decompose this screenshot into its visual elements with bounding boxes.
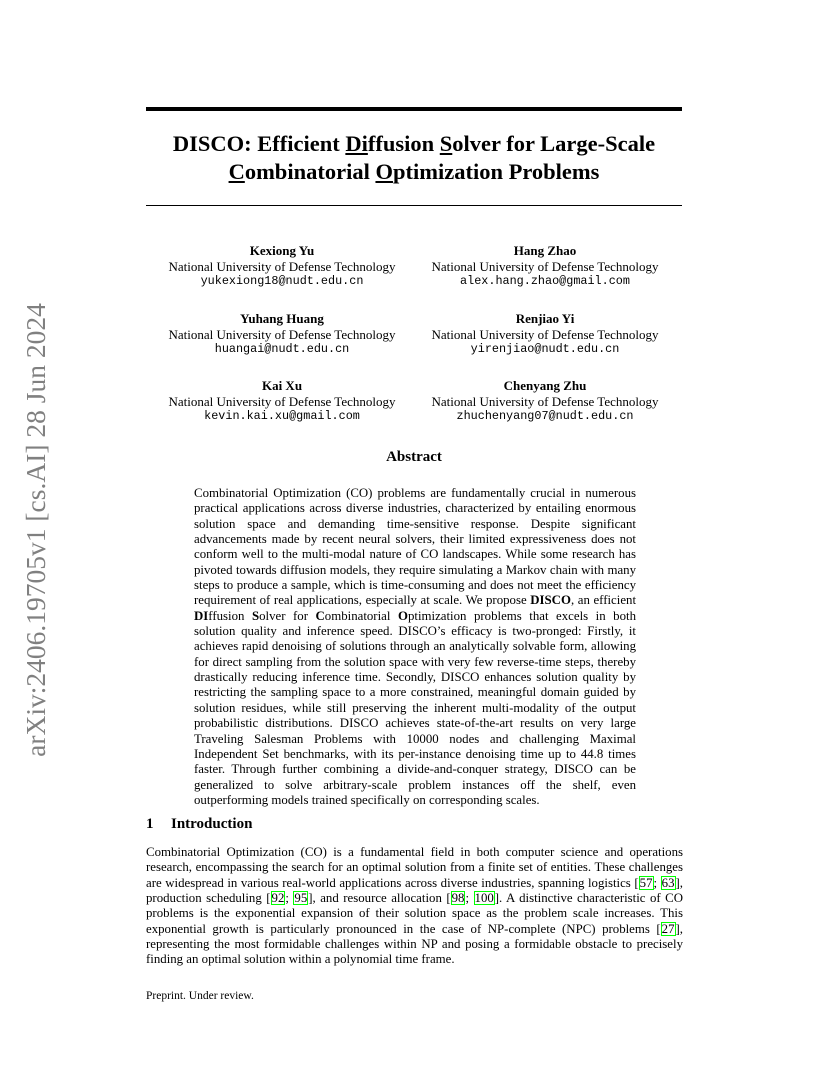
author-affiliation: National University of Defense Technology — [168, 326, 396, 342]
author-affiliation: National University of Defense Technology — [168, 258, 396, 274]
author-block — [419, 311, 671, 358]
author-name: Renjiao Yi — [515, 311, 575, 326]
author-name: Kai Xu — [261, 378, 303, 393]
title-rule-bottom — [146, 205, 682, 206]
title-rule-top — [146, 107, 682, 111]
author-email[interactable]: yirenjiao@nudt.edu.cn — [470, 342, 620, 356]
author-block — [156, 311, 408, 358]
citation-link[interactable]: 63 — [661, 875, 675, 890]
citation-link[interactable]: 92 — [271, 891, 285, 906]
citation-link[interactable]: 100 — [474, 891, 494, 906]
author-block — [156, 243, 408, 290]
author-email[interactable]: kevin.kai.xu@gmail.com — [204, 409, 360, 423]
arxiv-id: arXiv:2406.19705v1 [cs.AI] 28 Jun 2024 — [20, 303, 51, 757]
author-affiliation: National University of Defense Technology — [431, 258, 659, 274]
intro-paragraph: Combinatorial Optimization (CO) is a fundamental field in both computer science and operations research, encompassing the search for an optimal solution from a finite set of entities. These challenges are widespread in various real-world applications across diverse industries, spanning logistics [57; 63], production scheduling [92; 95], and resource allocation [98; 100]. A distinctive characteristic of CO problems is the exponential expansion of their solution space as the problem scale increases. This exponential growth is particularly pronounced in the case of NP-complete (NPC) problems [27], representing the most formidable challenges within NP and posing a formidable obstacle to precisely finding an optimal solution within a polynomial time frame. — [146, 845, 684, 967]
paper-title — [146, 130, 682, 186]
citation-link[interactable]: 95 — [294, 891, 308, 906]
footer-note: Preprint. Under review. — [146, 990, 254, 1002]
author-name: Chenyang Zhu — [503, 378, 587, 393]
author-affiliation: National University of Defense Technology — [431, 393, 659, 409]
section-heading — [146, 816, 252, 833]
author-email[interactable]: huangai@nudt.edu.cn — [214, 342, 350, 356]
title-line-1: DISCO: Efficient Diffusion Solver for Large-Scale — [172, 131, 656, 156]
author-block — [419, 243, 671, 290]
citation-link[interactable]: 98 — [451, 891, 465, 906]
citation-link[interactable]: 57 — [639, 875, 653, 890]
section-number: 1 — [146, 816, 154, 832]
author-affiliation: National University of Defense Technology — [431, 326, 659, 342]
citation-link[interactable]: 27 — [661, 921, 675, 936]
author-name: Yuhang Huang — [240, 311, 324, 326]
section-title: Introduction — [171, 816, 253, 832]
author-name: Kexiong Yu — [249, 243, 315, 258]
abstract-heading: Abstract — [386, 449, 442, 465]
arxiv-stamp — [0, 0, 60, 1072]
author-block — [156, 378, 408, 425]
title-line-2: Combinatorial Optimization Problems — [228, 159, 600, 184]
author-email[interactable]: yukexiong18@nudt.edu.cn — [200, 274, 364, 288]
author-name: Hang Zhao — [513, 243, 577, 258]
abstract-body: Combinatorial Optimization (CO) problems are fundamentally crucial in numerous practical applications across diverse industries, characterized by entailing enormous solution space and demanding time-sensitive response. Despite significant advancements made by recent neural solvers, their limited expressiveness does not conform well to the multi-modal nature of CO landscapes. While some research has pivoted towards diffusion models, they require simulating a Markov chain with many steps to produce a sample, which is time-consuming and does not meet the efficiency requirement of real applications, especially at scale. We propose DISCO, an efficient DIffusion Solver for Combinatorial Optimization problems that excels in both solution quality and inference speed. DISCO’s efficacy is two-pronged: Firstly, it achieves rapid denoising of solutions through an analytically solvable form, allowing for direct sampling from the solution space with very few reverse-time steps, thereby drastically reducing inference time. Secondly, DISCO enhances solution quality by restricting the sampling space to a more constrained, meaningful domain guided by solution residues, while still preserving the inherent multi-modality of the output probabilistic distributions. DISCO achieves state-of-the-art results on very large Traveling Salesman Problems with 10000 nodes and challenging Maximal Independent Set benchmarks, with its per-instance denoising time up to 44.8 times faster. Through further combining a divide-and-conquer strategy, DISCO can be generalized to solve arbitrary-scale problem instances off the shelf, even outperforming models trained specifically on corresponding scales. — [194, 486, 637, 807]
author-email[interactable]: alex.hang.zhao@gmail.com — [460, 274, 630, 288]
author-email[interactable]: zhuchenyang07@nudt.edu.cn — [456, 409, 634, 423]
author-block — [419, 378, 671, 425]
author-affiliation: National University of Defense Technology — [168, 393, 396, 409]
